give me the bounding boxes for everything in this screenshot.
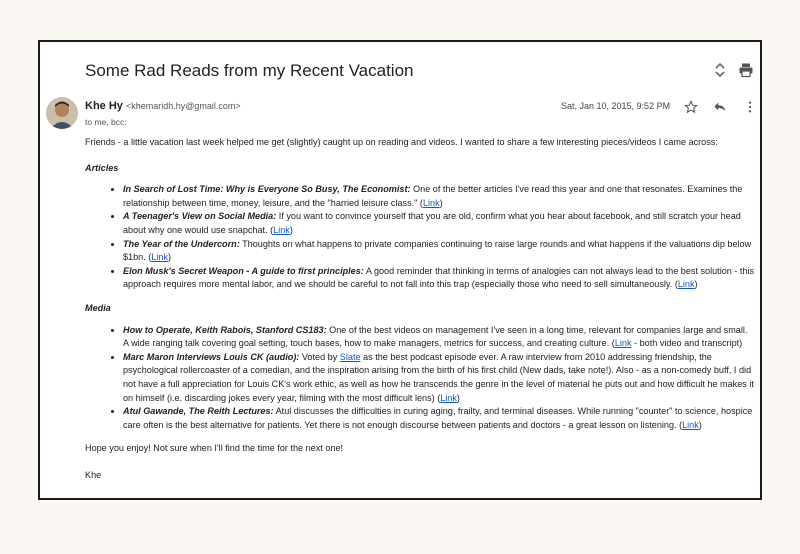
list-item [123, 405, 755, 432]
item-end: ) [289, 224, 293, 235]
item-link[interactable]: Link [682, 419, 699, 430]
print-icon[interactable] [738, 62, 754, 78]
sender-email: <khemaridh.hy@gmail.com> [125, 101, 241, 111]
item-text: A good reminder that thinking in terms of analogies can not always lead to the best solution - this approach requires more mental labor, and we should be careful to not fall into this trap (especially those who need to sell simultaneously. ( [123, 265, 755, 290]
more-vert-icon[interactable] [743, 100, 757, 114]
item-text: If you want to convince yourself that you are old, confirm what you hear about facebook, and still scratch your head about why one would use snapchat. ( [123, 211, 741, 235]
list-item [123, 183, 755, 210]
item-link[interactable]: Link [614, 338, 632, 349]
item-title: Elon Musk's Secret Weapon - A guide to first principles: [123, 265, 364, 276]
item-title: In Search of Lost Time: Why is Everyone So Busy, The Economist: [123, 184, 411, 195]
item-link[interactable]: Link [422, 197, 440, 208]
list-item [123, 265, 755, 292]
item-end: ) [168, 252, 172, 263]
item-text: Atul discusses the difficulties in curing aging, frailty, and terminal diseases. While running "counter" to science, hospice care often is the best alternative for patients. Yet there is not enough discourse between patients and doctors - a great lesson on listening. ( [123, 406, 753, 430]
section-heading-articles: Articles [85, 162, 119, 173]
sender-name: Khe Hy [85, 100, 123, 112]
item-link[interactable]: Link [151, 252, 168, 263]
item-title: Marc Maron Interviews Louis CK (audio): [123, 351, 300, 362]
item-title: The Year of the Undercorn: [123, 238, 240, 249]
email-date: Sat, Jan 10, 2015, 9:52 PM [561, 101, 671, 111]
list-item [123, 210, 755, 237]
closing-line: Hope you enjoy! Not sure when I'll find the time for the next one! [85, 443, 344, 454]
item-end: ) [698, 419, 702, 430]
recipients[interactable]: to me, bcc: [85, 117, 127, 127]
section-heading-media: Media [85, 302, 111, 313]
reply-icon[interactable] [713, 100, 727, 114]
item-link[interactable]: Link [273, 224, 290, 235]
avatar [46, 97, 78, 129]
email-window [38, 40, 762, 500]
item-text: as the best podcast episode ever. A raw interview from 2010 addressing friendship, the psychological rollercoaster of a comedian, and the inspiration arising from the birth of his first child (New dads, take note!). Also - as a non-comedy buff, I did not have a full appreciation for Louis CK's work ethic, as well as how he transcends the genre in the level of material he puts out and how difficult he makes it on himself (i.e. discarding jokes every year, filming with the most difficult lens) ( [123, 351, 754, 403]
item-title: How to Operate, Keith Rabois, Stanford CS183: [123, 324, 327, 335]
item-text: One of the better articles I've read this year and one that resonates. Examines the relationship between time, money, leisure, and the "harried leisure class." ( [123, 184, 743, 208]
signature: Khe [85, 469, 102, 480]
unfold-icon[interactable] [712, 62, 728, 78]
slate-link[interactable]: Slate [339, 351, 361, 362]
articles-list [85, 183, 755, 292]
item-link[interactable]: Link [440, 392, 457, 403]
item-text: Thoughts on what happens to private companies continuing to raise large rounds and what happens if the valuations dip below $1bn. ( [123, 238, 752, 263]
item-title: Atul Gawande, The Reith Lectures: [123, 406, 274, 417]
email-body [85, 136, 755, 482]
list-item [123, 324, 755, 351]
item-text: One of the best videos on management I've seen in a long time, relevant for companies large and small. A wide ranging talk covering goal setting, touch bases, how to make managers, metrics for success, and creating culture. ( [123, 324, 748, 349]
item-end: ) [694, 279, 698, 290]
sender-line [85, 100, 241, 112]
item-title: A Teenager's View on Social Media: [123, 211, 277, 222]
list-item [123, 238, 755, 265]
item-pre: Voted by [299, 351, 340, 362]
list-item [123, 351, 755, 405]
intro-paragraph: Friends - a little vacation last week helped me get (slightly) caught up on reading and videos. I wanted to share a few interesting pieces/videos I came across: [85, 137, 718, 147]
star-icon[interactable] [684, 100, 698, 114]
item-end: ) [456, 392, 460, 403]
item-link[interactable]: Link [677, 279, 695, 290]
media-list [85, 324, 755, 433]
item-end: ) [439, 197, 443, 208]
email-subject: Some Rad Reads from my Recent Vacation [85, 61, 414, 80]
item-end: - both video and transcript) [631, 338, 743, 349]
